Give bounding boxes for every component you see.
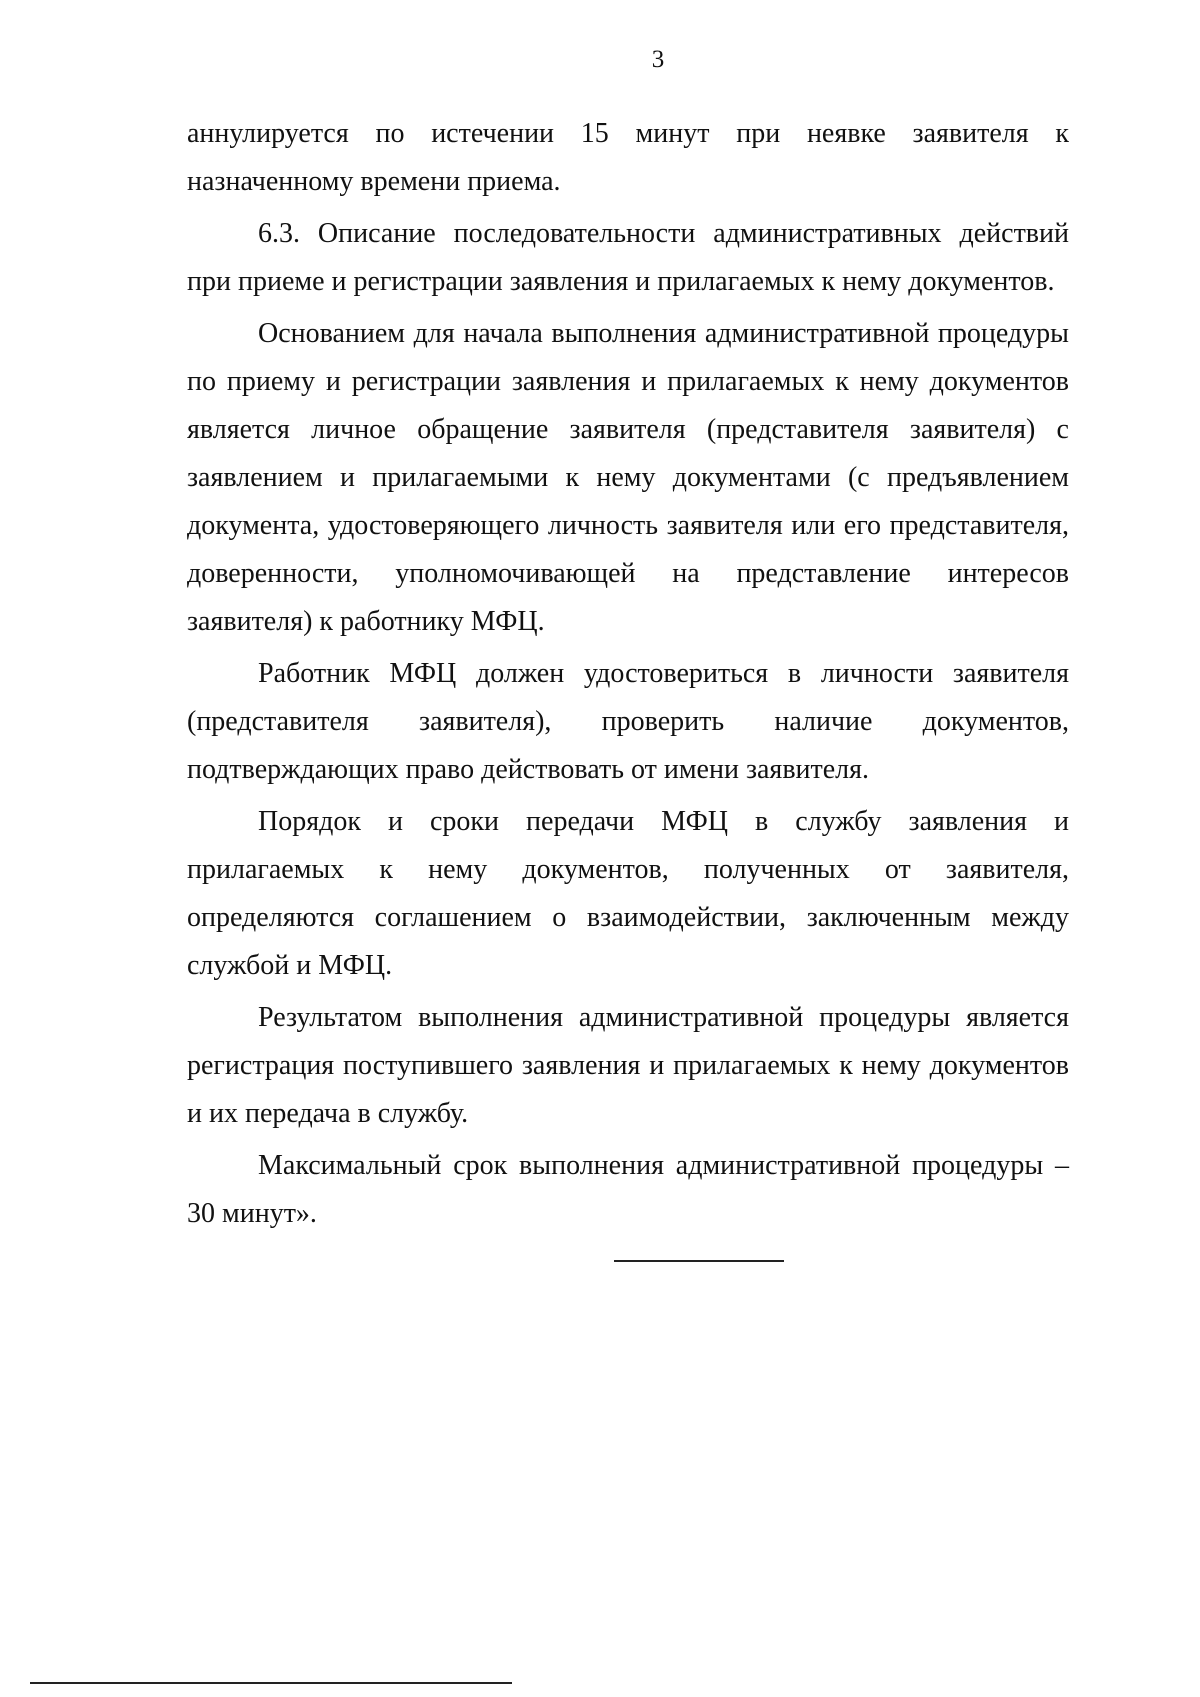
paragraph: Результатом выполнения административной процедуры является регистрация поступившего заявления и прилагаемых к нему документов и их передача в службу.	[187, 1002, 1069, 1129]
paragraph-continuation: аннулируется по истечении 15 минут при неявке заявителя к назначенному времени приема.	[187, 118, 1069, 197]
paragraph: Основанием для начала выполнения административной процедуры по приему и регистрации заявления и прилагаемых к нему документов является личное обращение заявителя (представителя заявителя) с заявлением и прилагаемыми к нему документами (с предъявлением документа, удостоверяющего личность заявителя или его представителя, доверенности, уполномочивающей на представление интересов заявителя) к работнику МФЦ.	[187, 318, 1069, 637]
end-of-text-rule	[614, 1260, 784, 1262]
page-number: 3	[651, 46, 665, 73]
footnote-separator-rule	[30, 1682, 512, 1684]
paragraph: Максимальный срок выполнения административной процедуры – 30 минут».	[187, 1150, 1069, 1229]
document-body	[187, 110, 1069, 1242]
paragraph-section-heading: 6.3. Описание последовательности административных действий при приеме и регистрации заявления и прилагаемых к нему документов.	[187, 218, 1069, 297]
paragraph: Работник МФЦ должен удостовериться в личности заявителя (представителя заявителя), проверить наличие документов, подтверждающих право действовать от имени заявителя.	[187, 658, 1069, 785]
paragraph: Порядок и сроки передачи МФЦ в службу заявления и прилагаемых к нему документов, полученных от заявителя, определяются соглашением о взаимодействии, заключенным между службой и МФЦ.	[187, 806, 1069, 981]
